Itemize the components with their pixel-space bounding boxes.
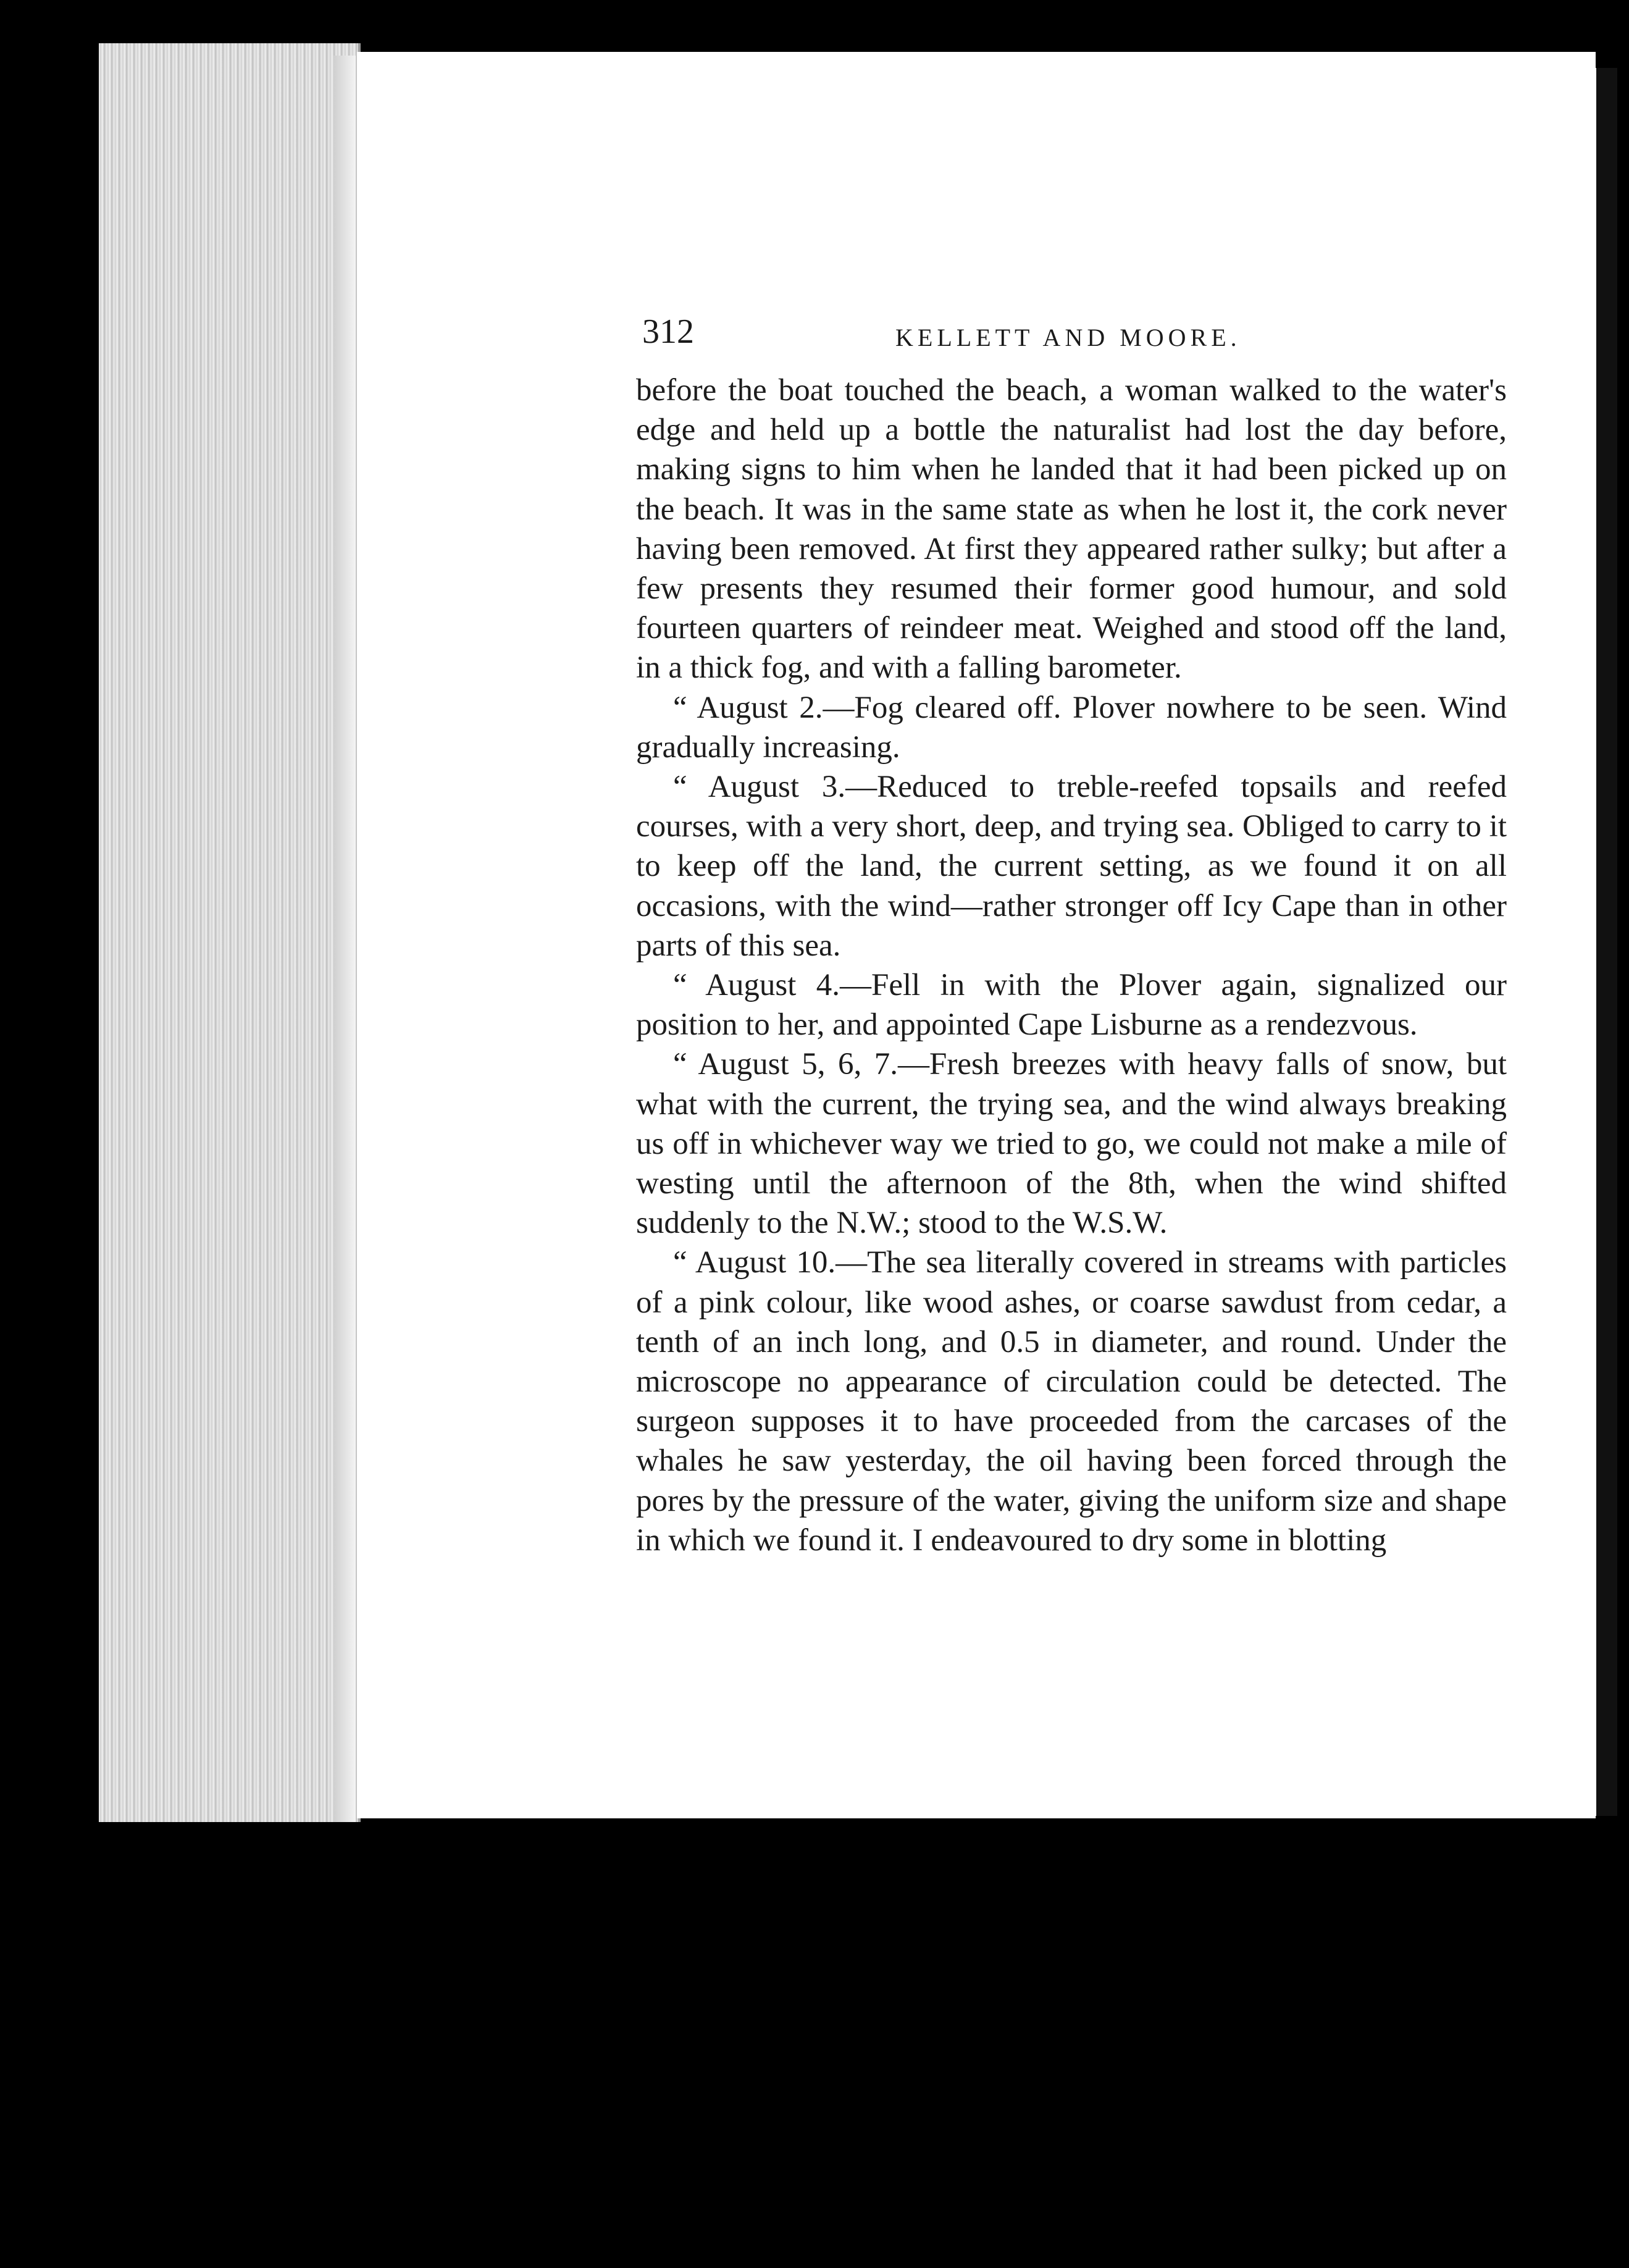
paragraph-august-5-7: “ August 5, 6, 7.—Fresh breezes with heavy falls of snow, but what with the current, the trying sea, and the wind always breaking us off in whichever way we tried to go, we could not make a mile of westing until the afternoon of the 8th, when the wind shifted suddenly to the N.W.; stood to the W.S.W. <box>636 1047 1507 1241</box>
page-edges <box>99 43 361 1822</box>
paragraph-august-10: “ August 10.—The sea literally covered in streams with particles of a pink colour, like wood ashes, or coarse sawdust from cedar, a tenth of an inch long, and 0.5 in diameter, and round. Under the microscope no appearance of circulation could be detected. The surgeon supposes it to have proceeded from the carcases of the whales he saw yesterday, the oil having been forced through the pores by the pressure of the water, giving the uniform size and shape in which we found it. I endeavoured to dry some in blotting <box>636 1245 1507 1558</box>
paragraph-august-2: “ August 2.—Fog cleared off. Plover nowhere to be seen. Wind gradually increasing. <box>636 690 1507 765</box>
running-title: KELLETT AND MOORE. <box>895 324 1241 351</box>
facing-page-edge <box>1594 68 1617 1816</box>
gutter-shadow <box>333 56 356 1822</box>
body-text <box>636 371 1507 1560</box>
paragraph-august-4: “ August 4.—Fell in with the Plover again, signalized our position to her, and appointed Cape Lisburne as a rendezvous. <box>636 968 1507 1043</box>
paragraph-continuation: before the boat touched the beach, a woman walked to the water's edge and held up a bottle the naturalist had lost the day before, making signs to him when he landed that it had been picked up on the beach. It was in the same state as when he lost it, the cork never having been removed. At first they appeared rather sulky; but after a few presents they resumed their former good humour, and sold fourteen quarters of reindeer meat. Weighed and stood off the land, in a thick fog, and with a falling barometer. <box>636 373 1507 686</box>
page-number: 312 <box>642 313 694 351</box>
paragraph-august-3: “ August 3.—Reduced to treble-reefed topsails and reefed courses, with a very short, deep, and trying sea. Obliged to carry to it to keep off the land, the current setting, as we found it on all occasions, with the wind—rather stronger off Icy Cape than in other parts of this sea. <box>636 770 1507 963</box>
page-header <box>642 312 1507 355</box>
